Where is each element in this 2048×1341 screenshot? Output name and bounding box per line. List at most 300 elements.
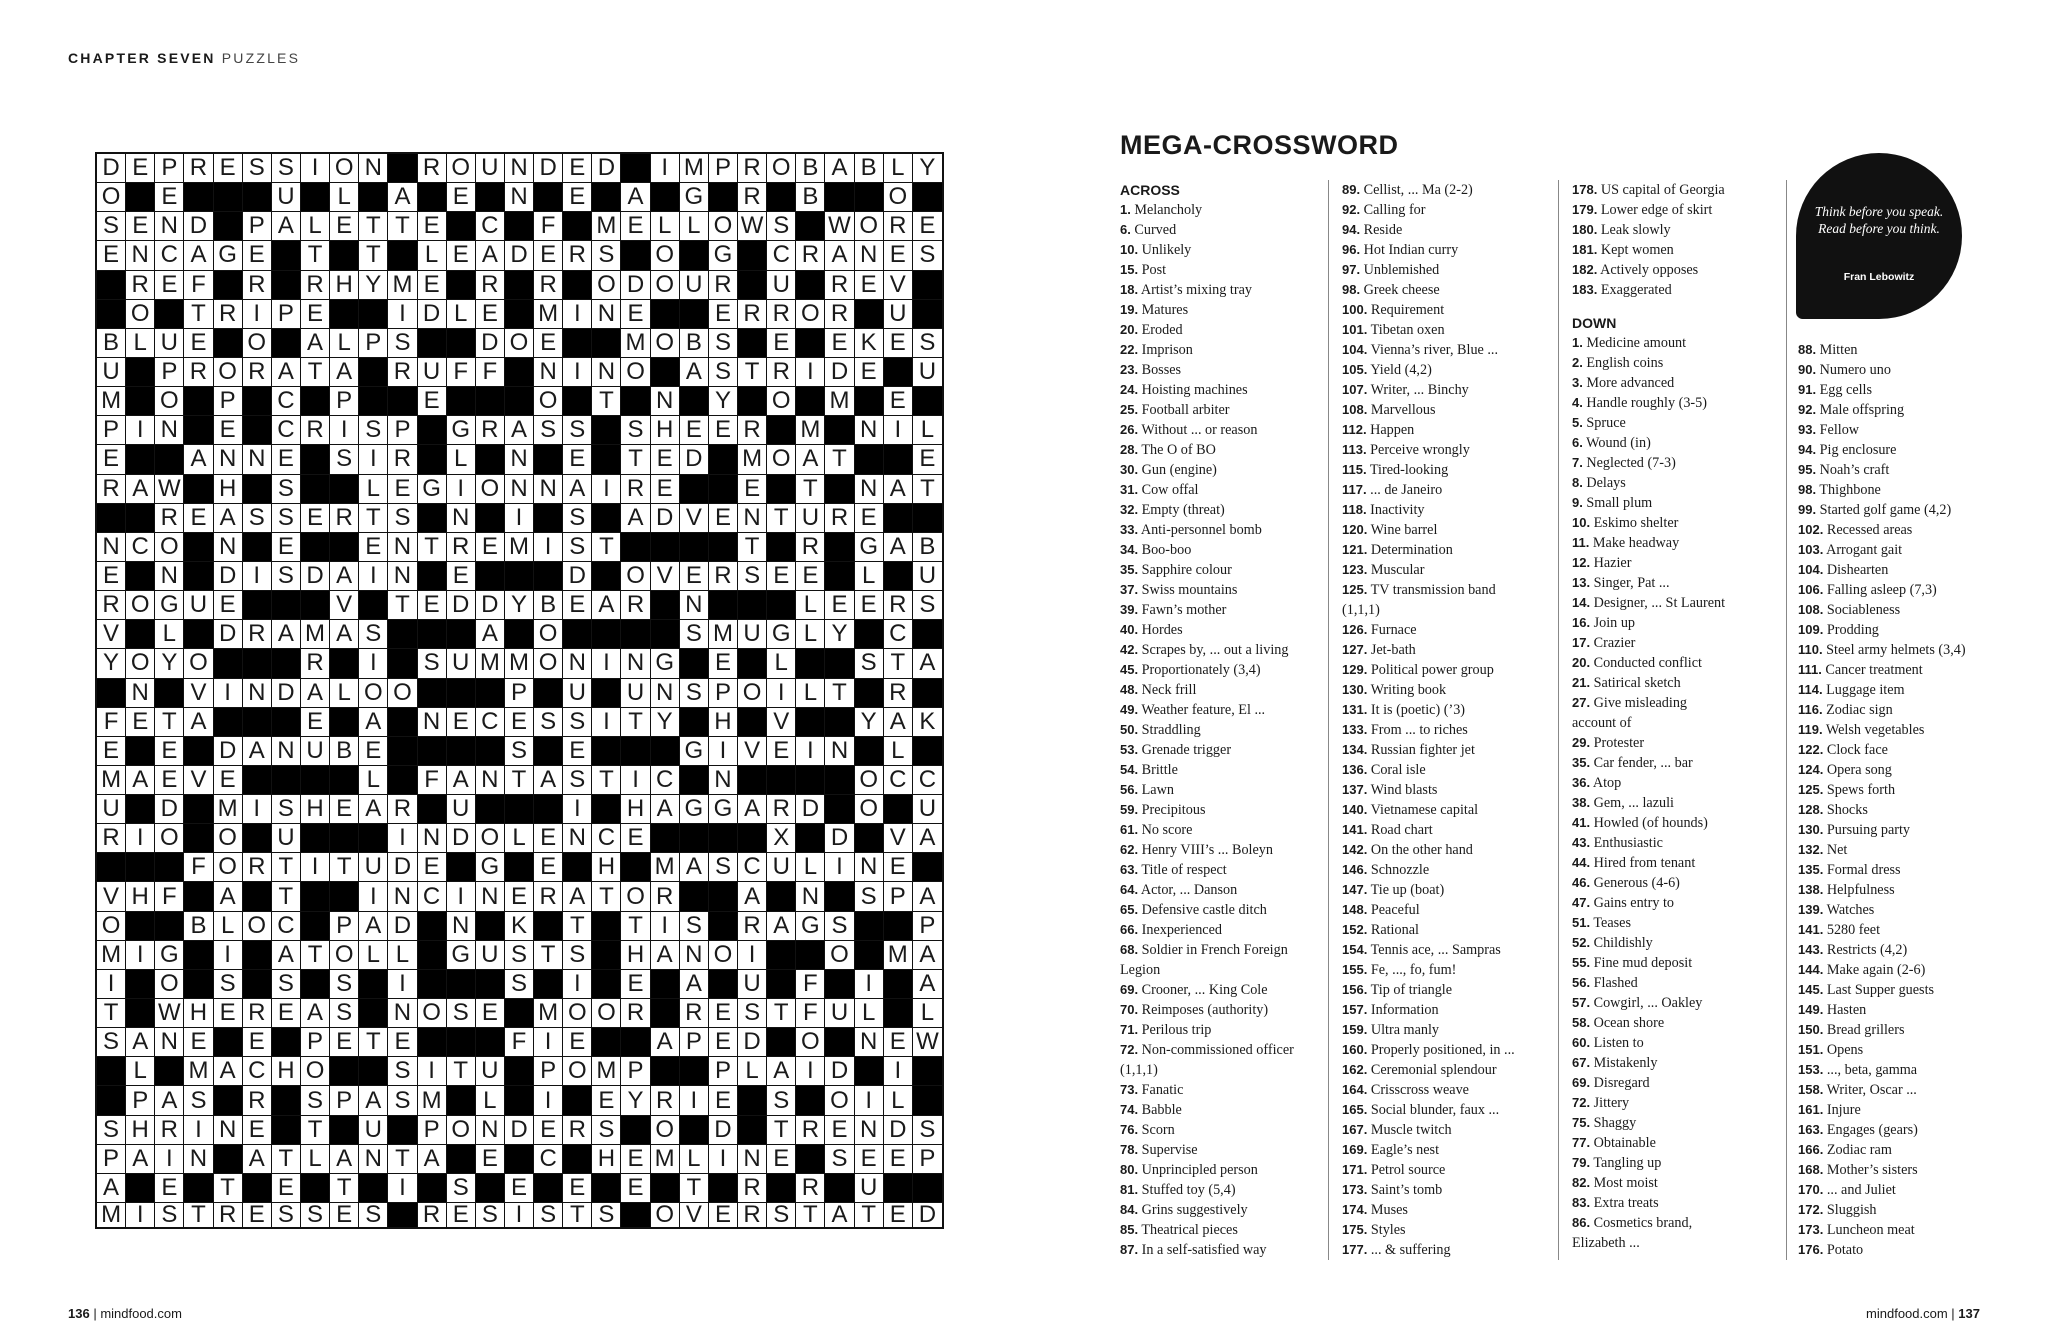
grid-cell[interactable]: T xyxy=(388,212,417,241)
grid-cell[interactable]: K xyxy=(913,708,942,737)
grid-cell[interactable]: S xyxy=(272,795,301,824)
grid-cell[interactable]: C xyxy=(884,766,913,795)
grid-cell[interactable]: S xyxy=(97,212,126,241)
grid-cell[interactable]: T xyxy=(359,212,388,241)
grid-cell[interactable]: E xyxy=(126,212,155,241)
grid-cell[interactable]: R xyxy=(738,912,767,941)
grid-cell[interactable]: R xyxy=(884,591,913,620)
grid-cell[interactable]: D xyxy=(505,241,534,270)
grid-cell[interactable]: S xyxy=(855,649,884,678)
grid-cell[interactable]: N xyxy=(651,679,680,708)
grid-cell[interactable]: E xyxy=(155,183,184,212)
grid-cell[interactable]: S xyxy=(534,1203,563,1227)
grid-cell[interactable]: D xyxy=(184,212,213,241)
grid-cell[interactable]: E xyxy=(884,1145,913,1174)
grid-cell[interactable]: O xyxy=(621,882,650,911)
grid-cell[interactable]: E xyxy=(621,212,650,241)
grid-cell[interactable]: E xyxy=(243,1203,272,1227)
grid-cell[interactable]: R xyxy=(534,882,563,911)
grid-cell[interactable]: O xyxy=(621,358,650,387)
grid-cell[interactable]: N xyxy=(359,1145,388,1174)
grid-cell[interactable]: M xyxy=(505,533,534,562)
grid-cell[interactable]: L xyxy=(301,212,330,241)
grid-cell[interactable]: L xyxy=(738,1057,767,1086)
grid-cell[interactable]: I xyxy=(563,300,592,329)
grid-cell[interactable]: A xyxy=(155,1086,184,1115)
grid-cell[interactable]: E xyxy=(621,824,650,853)
grid-cell[interactable]: I xyxy=(126,416,155,445)
grid-cell[interactable]: L xyxy=(796,853,825,882)
grid-cell[interactable]: I xyxy=(534,533,563,562)
grid-cell[interactable]: O xyxy=(855,766,884,795)
grid-cell[interactable]: T xyxy=(418,533,447,562)
grid-cell[interactable]: E xyxy=(418,853,447,882)
grid-cell[interactable]: P xyxy=(97,416,126,445)
grid-cell[interactable]: L xyxy=(913,999,942,1028)
grid-cell[interactable]: E xyxy=(563,445,592,474)
grid-cell[interactable]: E xyxy=(272,533,301,562)
grid-cell[interactable]: L xyxy=(447,445,476,474)
grid-cell[interactable]: A xyxy=(359,1086,388,1115)
grid-cell[interactable]: L xyxy=(330,329,359,358)
grid-cell[interactable]: I xyxy=(505,1203,534,1227)
grid-cell[interactable]: E xyxy=(680,562,709,591)
grid-cell[interactable]: S xyxy=(592,1116,621,1145)
grid-cell[interactable]: L xyxy=(796,591,825,620)
grid-cell[interactable]: E xyxy=(505,708,534,737)
grid-cell[interactable]: T xyxy=(884,649,913,678)
grid-cell[interactable]: O xyxy=(796,1028,825,1057)
grid-cell[interactable]: N xyxy=(388,999,417,1028)
grid-cell[interactable]: D xyxy=(738,1028,767,1057)
grid-cell[interactable]: N xyxy=(243,679,272,708)
grid-cell[interactable]: I xyxy=(592,475,621,504)
grid-cell[interactable]: T xyxy=(359,504,388,533)
grid-cell[interactable]: U xyxy=(418,358,447,387)
grid-cell[interactable]: E xyxy=(738,475,767,504)
grid-cell[interactable]: S xyxy=(563,766,592,795)
grid-cell[interactable]: S xyxy=(272,562,301,591)
grid-cell[interactable]: G xyxy=(680,795,709,824)
grid-cell[interactable]: T xyxy=(680,1174,709,1203)
grid-cell[interactable]: I xyxy=(359,882,388,911)
grid-cell[interactable]: F xyxy=(97,708,126,737)
grid-cell[interactable]: N xyxy=(855,475,884,504)
grid-cell[interactable]: E xyxy=(418,271,447,300)
grid-cell[interactable]: F xyxy=(796,999,825,1028)
grid-cell[interactable]: S xyxy=(913,241,942,270)
grid-cell[interactable]: D xyxy=(505,1116,534,1145)
grid-cell[interactable]: R xyxy=(243,1086,272,1115)
grid-cell[interactable]: N xyxy=(155,562,184,591)
grid-cell[interactable]: U xyxy=(913,562,942,591)
grid-cell[interactable]: I xyxy=(651,154,680,183)
grid-cell[interactable]: L xyxy=(680,212,709,241)
grid-cell[interactable]: O xyxy=(418,999,447,1028)
grid-cell[interactable]: S xyxy=(913,591,942,620)
grid-cell[interactable]: N xyxy=(563,649,592,678)
grid-cell[interactable]: O xyxy=(155,824,184,853)
grid-cell[interactable]: P xyxy=(534,1057,563,1086)
grid-cell[interactable]: O xyxy=(214,853,243,882)
grid-cell[interactable]: E xyxy=(855,591,884,620)
grid-cell[interactable]: D xyxy=(388,853,417,882)
grid-cell[interactable]: R xyxy=(418,154,447,183)
grid-cell[interactable]: M xyxy=(651,1145,680,1174)
grid-cell[interactable]: S xyxy=(272,154,301,183)
grid-cell[interactable]: I xyxy=(126,941,155,970)
grid-cell[interactable]: E xyxy=(388,1028,417,1057)
grid-cell[interactable]: I xyxy=(301,853,330,882)
grid-cell[interactable]: R xyxy=(767,300,796,329)
grid-cell[interactable]: O xyxy=(476,824,505,853)
grid-cell[interactable]: S xyxy=(301,1086,330,1115)
grid-cell[interactable]: O xyxy=(184,649,213,678)
grid-cell[interactable]: L xyxy=(476,1086,505,1115)
grid-cell[interactable]: Y xyxy=(855,708,884,737)
grid-cell[interactable]: E xyxy=(534,329,563,358)
grid-cell[interactable]: U xyxy=(621,679,650,708)
grid-cell[interactable]: R xyxy=(884,679,913,708)
grid-cell[interactable]: E xyxy=(214,999,243,1028)
grid-cell[interactable]: L xyxy=(214,912,243,941)
grid-cell[interactable]: D xyxy=(476,329,505,358)
grid-cell[interactable]: A xyxy=(330,1145,359,1174)
grid-cell[interactable]: T xyxy=(592,882,621,911)
grid-cell[interactable]: D xyxy=(214,620,243,649)
grid-cell[interactable]: K xyxy=(505,912,534,941)
grid-cell[interactable]: E xyxy=(214,154,243,183)
grid-cell[interactable]: S xyxy=(563,708,592,737)
grid-cell[interactable]: M xyxy=(214,795,243,824)
grid-cell[interactable]: P xyxy=(243,212,272,241)
grid-cell[interactable]: O xyxy=(97,912,126,941)
grid-cell[interactable]: S xyxy=(447,1174,476,1203)
grid-cell[interactable]: R xyxy=(738,183,767,212)
grid-cell[interactable]: V xyxy=(738,737,767,766)
grid-cell[interactable]: T xyxy=(505,766,534,795)
grid-cell[interactable]: N xyxy=(796,882,825,911)
grid-cell[interactable]: U xyxy=(825,999,854,1028)
grid-cell[interactable]: E xyxy=(418,212,447,241)
grid-cell[interactable]: E xyxy=(184,1028,213,1057)
grid-cell[interactable]: E xyxy=(709,300,738,329)
grid-cell[interactable]: H xyxy=(592,853,621,882)
grid-cell[interactable]: I xyxy=(680,1086,709,1115)
grid-cell[interactable]: R xyxy=(796,533,825,562)
grid-cell[interactable]: T xyxy=(825,679,854,708)
grid-cell[interactable]: I xyxy=(447,475,476,504)
grid-cell[interactable]: D xyxy=(388,912,417,941)
grid-cell[interactable]: I xyxy=(855,970,884,999)
grid-cell[interactable]: R xyxy=(825,300,854,329)
grid-cell[interactable]: R xyxy=(388,445,417,474)
grid-cell[interactable]: N xyxy=(97,533,126,562)
grid-cell[interactable]: R xyxy=(301,649,330,678)
grid-cell[interactable]: I xyxy=(388,1174,417,1203)
grid-cell[interactable]: E xyxy=(301,708,330,737)
grid-cell[interactable]: T xyxy=(621,912,650,941)
grid-cell[interactable]: F xyxy=(534,212,563,241)
grid-cell[interactable]: T xyxy=(301,941,330,970)
grid-cell[interactable]: L xyxy=(855,999,884,1028)
grid-cell[interactable]: O xyxy=(767,154,796,183)
grid-cell[interactable]: D xyxy=(476,591,505,620)
grid-cell[interactable]: H xyxy=(126,882,155,911)
grid-cell[interactable]: D xyxy=(651,504,680,533)
grid-cell[interactable]: A xyxy=(359,795,388,824)
grid-cell[interactable]: I xyxy=(126,1203,155,1227)
grid-cell[interactable]: H xyxy=(184,999,213,1028)
grid-cell[interactable]: M xyxy=(301,620,330,649)
grid-cell[interactable]: I xyxy=(214,941,243,970)
grid-cell[interactable]: F xyxy=(505,1028,534,1057)
grid-cell[interactable]: T xyxy=(738,533,767,562)
grid-cell[interactable]: R xyxy=(243,271,272,300)
grid-cell[interactable]: E xyxy=(184,504,213,533)
grid-cell[interactable]: O xyxy=(563,999,592,1028)
grid-cell[interactable]: S xyxy=(388,1086,417,1115)
grid-cell[interactable]: P xyxy=(884,882,913,911)
grid-cell[interactable]: G xyxy=(155,591,184,620)
grid-cell[interactable]: T xyxy=(301,358,330,387)
grid-cell[interactable]: T xyxy=(359,1028,388,1057)
grid-cell[interactable]: I xyxy=(418,1057,447,1086)
grid-cell[interactable]: H xyxy=(214,475,243,504)
grid-cell[interactable]: R xyxy=(884,212,913,241)
grid-cell[interactable]: B xyxy=(184,912,213,941)
grid-cell[interactable]: N xyxy=(592,300,621,329)
grid-cell[interactable]: R xyxy=(534,271,563,300)
grid-cell[interactable]: U xyxy=(272,824,301,853)
grid-cell[interactable]: G xyxy=(447,416,476,445)
grid-cell[interactable]: R xyxy=(301,416,330,445)
grid-cell[interactable]: T xyxy=(767,1116,796,1145)
grid-cell[interactable]: I xyxy=(447,882,476,911)
grid-cell[interactable]: T xyxy=(330,853,359,882)
grid-cell[interactable]: R xyxy=(243,999,272,1028)
grid-cell[interactable]: E xyxy=(243,1116,272,1145)
grid-cell[interactable]: O xyxy=(126,649,155,678)
grid-cell[interactable]: E xyxy=(476,1145,505,1174)
grid-cell[interactable]: O xyxy=(243,912,272,941)
grid-cell[interactable]: G xyxy=(680,737,709,766)
grid-cell[interactable]: T xyxy=(796,475,825,504)
grid-cell[interactable]: E xyxy=(505,1174,534,1203)
grid-cell[interactable]: S xyxy=(680,679,709,708)
grid-cell[interactable]: I xyxy=(709,737,738,766)
grid-cell[interactable]: C xyxy=(418,882,447,911)
grid-cell[interactable]: B xyxy=(534,591,563,620)
grid-cell[interactable]: S xyxy=(505,941,534,970)
grid-cell[interactable]: Y xyxy=(825,620,854,649)
grid-cell[interactable]: A xyxy=(243,737,272,766)
grid-cell[interactable]: R xyxy=(184,358,213,387)
grid-cell[interactable]: S xyxy=(272,504,301,533)
grid-cell[interactable]: E xyxy=(709,999,738,1028)
grid-cell[interactable]: T xyxy=(301,1116,330,1145)
grid-cell[interactable]: A xyxy=(243,1145,272,1174)
grid-cell[interactable]: N xyxy=(825,737,854,766)
grid-cell[interactable]: I xyxy=(388,824,417,853)
grid-cell[interactable]: O xyxy=(534,620,563,649)
grid-cell[interactable]: C xyxy=(913,766,942,795)
grid-cell[interactable]: R xyxy=(330,504,359,533)
grid-cell[interactable]: T xyxy=(359,241,388,270)
grid-cell[interactable]: S xyxy=(155,1203,184,1227)
grid-cell[interactable]: A xyxy=(913,941,942,970)
grid-cell[interactable]: N xyxy=(621,649,650,678)
grid-cell[interactable]: A xyxy=(825,154,854,183)
grid-cell[interactable]: N xyxy=(214,445,243,474)
grid-cell[interactable]: T xyxy=(388,1145,417,1174)
grid-cell[interactable]: E xyxy=(651,475,680,504)
grid-cell[interactable]: O xyxy=(651,329,680,358)
grid-cell[interactable]: D xyxy=(447,824,476,853)
grid-cell[interactable]: N xyxy=(738,1145,767,1174)
grid-cell[interactable]: N xyxy=(126,241,155,270)
grid-cell[interactable]: D xyxy=(621,271,650,300)
grid-cell[interactable]: G xyxy=(476,853,505,882)
grid-cell[interactable]: E xyxy=(272,1174,301,1203)
grid-cell[interactable]: N xyxy=(534,475,563,504)
grid-cell[interactable]: E xyxy=(418,591,447,620)
grid-cell[interactable]: E xyxy=(214,591,243,620)
grid-cell[interactable]: T xyxy=(767,504,796,533)
grid-cell[interactable]: A xyxy=(651,795,680,824)
grid-cell[interactable]: E xyxy=(301,504,330,533)
grid-cell[interactable]: T xyxy=(592,387,621,416)
grid-cell[interactable]: S xyxy=(534,416,563,445)
grid-cell[interactable]: I xyxy=(767,679,796,708)
grid-cell[interactable]: A xyxy=(184,241,213,270)
grid-cell[interactable]: R xyxy=(825,271,854,300)
grid-cell[interactable]: L xyxy=(359,941,388,970)
grid-cell[interactable]: R xyxy=(563,1116,592,1145)
grid-cell[interactable]: E xyxy=(563,183,592,212)
grid-cell[interactable]: T xyxy=(388,591,417,620)
grid-cell[interactable]: Y xyxy=(621,1086,650,1115)
grid-cell[interactable]: N xyxy=(855,1028,884,1057)
grid-cell[interactable]: L xyxy=(126,1057,155,1086)
grid-cell[interactable]: O xyxy=(476,475,505,504)
grid-cell[interactable]: S xyxy=(359,416,388,445)
grid-cell[interactable]: I xyxy=(884,1057,913,1086)
grid-cell[interactable]: I xyxy=(592,649,621,678)
grid-cell[interactable]: R xyxy=(738,416,767,445)
grid-cell[interactable]: I xyxy=(709,1145,738,1174)
grid-cell[interactable]: E xyxy=(97,562,126,591)
grid-cell[interactable]: S xyxy=(767,212,796,241)
grid-cell[interactable]: E xyxy=(418,387,447,416)
grid-cell[interactable]: U xyxy=(884,300,913,329)
grid-cell[interactable]: W xyxy=(155,999,184,1028)
grid-cell[interactable]: C xyxy=(651,766,680,795)
grid-cell[interactable]: E xyxy=(651,445,680,474)
grid-cell[interactable]: O xyxy=(621,562,650,591)
grid-cell[interactable]: O xyxy=(155,387,184,416)
grid-cell[interactable]: A xyxy=(592,591,621,620)
grid-cell[interactable]: Y xyxy=(155,649,184,678)
grid-cell[interactable]: E xyxy=(621,970,650,999)
grid-cell[interactable]: E xyxy=(155,1174,184,1203)
grid-cell[interactable]: O xyxy=(651,1203,680,1227)
grid-cell[interactable]: W xyxy=(155,475,184,504)
grid-cell[interactable]: N xyxy=(709,766,738,795)
grid-cell[interactable]: E xyxy=(884,329,913,358)
grid-cell[interactable]: T xyxy=(621,445,650,474)
grid-cell[interactable]: U xyxy=(767,853,796,882)
grid-cell[interactable]: E xyxy=(884,1203,913,1227)
grid-cell[interactable]: N xyxy=(388,882,417,911)
grid-cell[interactable]: P xyxy=(330,912,359,941)
grid-cell[interactable]: T xyxy=(272,853,301,882)
grid-cell[interactable]: E xyxy=(884,853,913,882)
grid-cell[interactable]: U xyxy=(359,1116,388,1145)
grid-cell[interactable]: R xyxy=(621,475,650,504)
grid-cell[interactable]: E xyxy=(563,591,592,620)
grid-cell[interactable]: S xyxy=(301,1203,330,1227)
grid-cell[interactable]: A xyxy=(680,970,709,999)
grid-cell[interactable]: Y xyxy=(97,649,126,678)
grid-cell[interactable]: M xyxy=(97,1203,126,1227)
grid-cell[interactable]: E xyxy=(447,241,476,270)
grid-cell[interactable]: I xyxy=(884,416,913,445)
grid-cell[interactable]: T xyxy=(563,1203,592,1227)
grid-cell[interactable]: I xyxy=(621,766,650,795)
grid-cell[interactable]: B xyxy=(680,329,709,358)
grid-cell[interactable]: E xyxy=(155,737,184,766)
grid-cell[interactable]: C xyxy=(272,416,301,445)
grid-cell[interactable]: D xyxy=(825,1057,854,1086)
grid-cell[interactable]: O xyxy=(155,533,184,562)
grid-cell[interactable]: M xyxy=(621,329,650,358)
grid-cell[interactable]: A xyxy=(418,1145,447,1174)
grid-cell[interactable]: I xyxy=(243,300,272,329)
grid-cell[interactable]: N xyxy=(418,824,447,853)
grid-cell[interactable]: E xyxy=(621,1174,650,1203)
grid-cell[interactable]: S xyxy=(359,1203,388,1227)
grid-cell[interactable]: D xyxy=(563,562,592,591)
grid-cell[interactable]: A xyxy=(301,329,330,358)
grid-cell[interactable]: S xyxy=(243,154,272,183)
grid-cell[interactable]: D xyxy=(418,300,447,329)
grid-cell[interactable]: R xyxy=(680,999,709,1028)
grid-cell[interactable]: P xyxy=(621,1057,650,1086)
grid-cell[interactable]: B xyxy=(330,737,359,766)
grid-cell[interactable]: N xyxy=(505,183,534,212)
grid-cell[interactable]: A xyxy=(330,358,359,387)
grid-cell[interactable]: W xyxy=(738,212,767,241)
grid-cell[interactable]: F xyxy=(184,271,213,300)
grid-cell[interactable]: M xyxy=(388,271,417,300)
grid-cell[interactable]: A xyxy=(913,649,942,678)
grid-cell[interactable]: D xyxy=(214,562,243,591)
grid-cell[interactable]: A xyxy=(214,1057,243,1086)
grid-cell[interactable]: L xyxy=(447,300,476,329)
grid-cell[interactable]: L xyxy=(126,329,155,358)
grid-cell[interactable]: R xyxy=(243,358,272,387)
grid-cell[interactable]: D xyxy=(534,154,563,183)
grid-cell[interactable]: N xyxy=(184,1145,213,1174)
grid-cell[interactable]: E xyxy=(155,271,184,300)
grid-cell[interactable]: A xyxy=(126,1145,155,1174)
grid-cell[interactable]: P xyxy=(418,1116,447,1145)
grid-cell[interactable]: E xyxy=(388,475,417,504)
grid-cell[interactable]: T xyxy=(913,475,942,504)
grid-cell[interactable]: R xyxy=(214,1203,243,1227)
grid-cell[interactable]: O xyxy=(505,329,534,358)
